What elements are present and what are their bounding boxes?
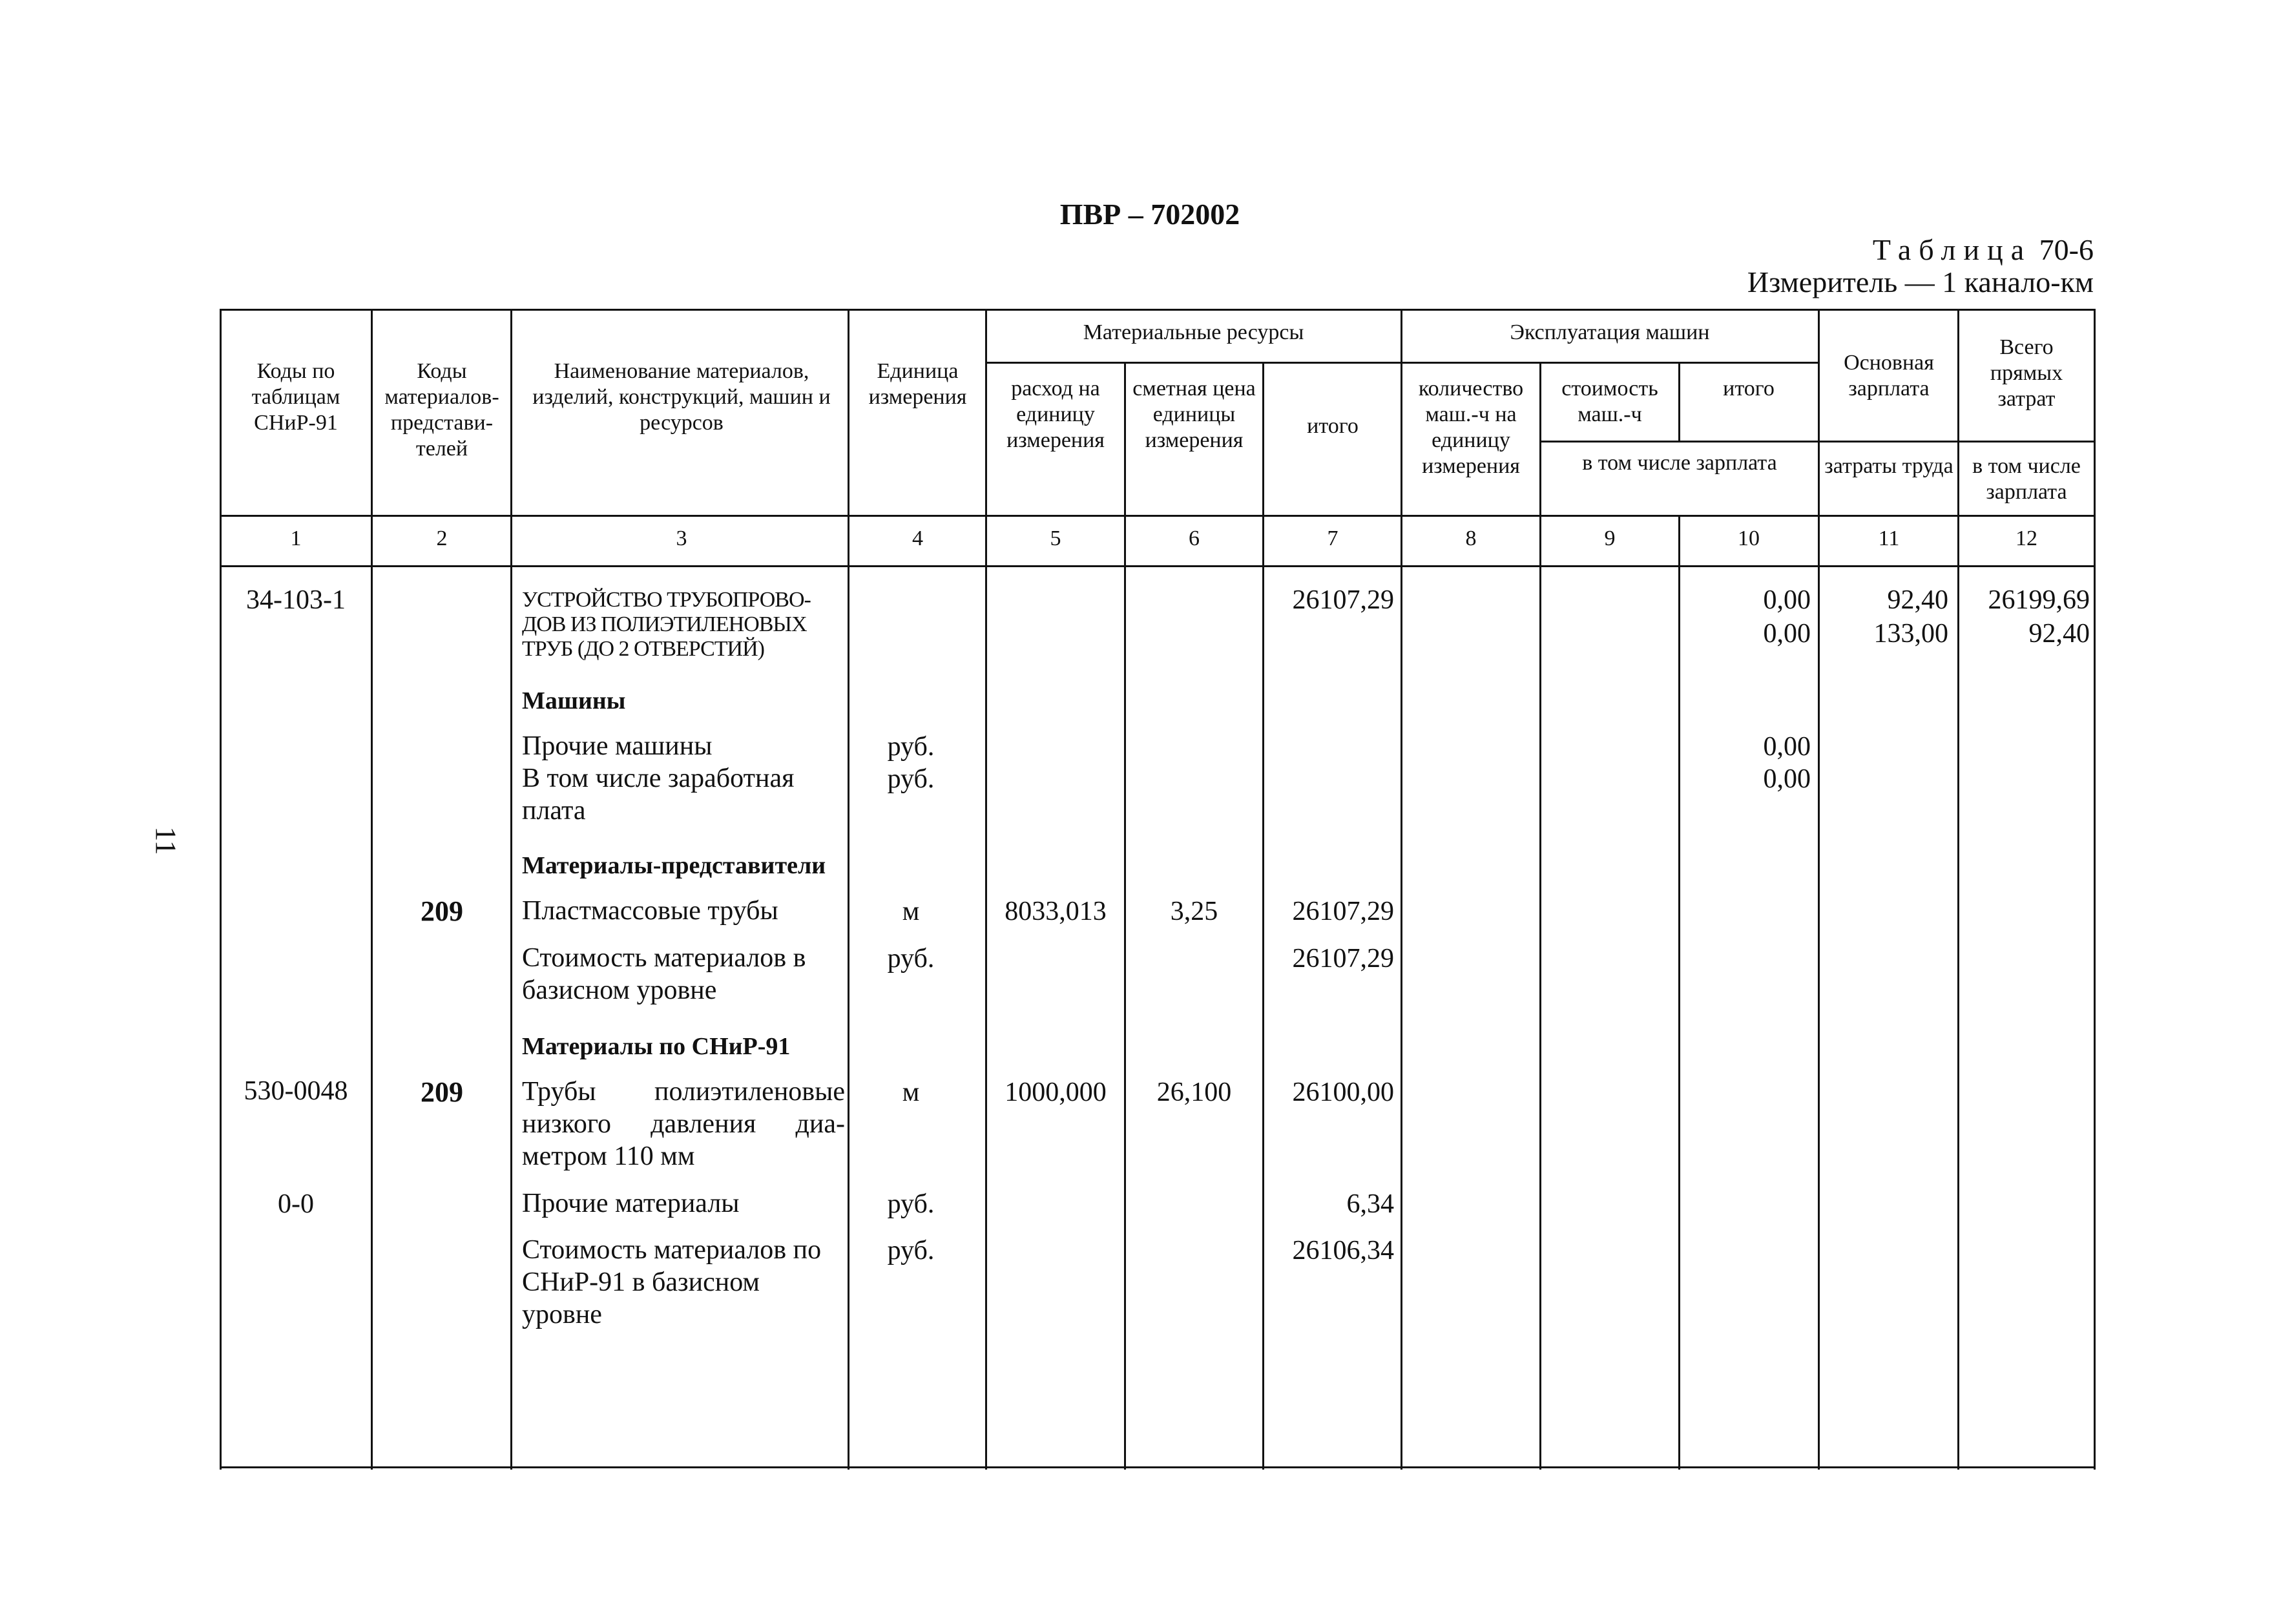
col-number: 2 bbox=[436, 526, 448, 550]
col-header-consumption: расход на единицу измерения bbox=[1006, 377, 1105, 452]
other-materials-unit: руб. bbox=[887, 1189, 935, 1219]
pe-consumption: 1000,000 bbox=[1005, 1077, 1107, 1107]
main-labor: 133,00 bbox=[1873, 619, 1948, 649]
col-number: 10 bbox=[1738, 526, 1760, 550]
incl-wage-name: В том числе заработная плата bbox=[522, 764, 795, 826]
col-number: 1 bbox=[290, 526, 302, 550]
other-machines-unit: руб. bbox=[887, 732, 935, 762]
col-number: 9 bbox=[1604, 526, 1616, 550]
other-machines-name: Прочие машины bbox=[522, 731, 713, 761]
col-header-mat-total: итого bbox=[1307, 414, 1359, 438]
page-number: 11 bbox=[149, 826, 183, 855]
other-materials-name: Прочие материалы bbox=[522, 1189, 740, 1218]
pe-price: 26,100 bbox=[1156, 1077, 1232, 1107]
col-number: 12 bbox=[2015, 526, 2037, 550]
col-number: 3 bbox=[676, 526, 687, 550]
main-base-wage: 92,40 bbox=[1887, 585, 1948, 615]
group-header-machines: Эксплуатация машин bbox=[1510, 320, 1710, 344]
col-header-machine-total: итого bbox=[1723, 377, 1775, 401]
table-word: Таблица bbox=[1872, 233, 2032, 266]
col-number: 5 bbox=[1050, 526, 1061, 550]
col-number: 8 bbox=[1465, 526, 1477, 550]
cost-base-name: Стоимость материалов в базисном уровне bbox=[522, 943, 806, 1005]
incl-wage-unit: руб. bbox=[887, 764, 935, 794]
col-header-labor: затраты труда bbox=[1824, 454, 1953, 478]
col-header-machine-hours: количество маш.-ч на единицу измерения bbox=[1418, 377, 1524, 478]
pe-mat-total: 26100,00 bbox=[1292, 1077, 1394, 1107]
pe-snir-code: 530-0048 bbox=[244, 1076, 348, 1106]
snir-cost-unit: руб. bbox=[887, 1236, 935, 1265]
col-header-base-wage: Основная зарплата bbox=[1844, 351, 1934, 401]
rep-materials-heading: Материалы-представители bbox=[522, 852, 826, 879]
snir-materials-heading: Материалы по СНиР-91 bbox=[522, 1033, 791, 1060]
col-number: 6 bbox=[1189, 526, 1200, 550]
col-header-machine-wage: в том числе зарплата bbox=[1582, 451, 1777, 475]
col-header-name: Наименование материалов, изделий, конструкций, машин и ресурсов bbox=[532, 359, 831, 435]
other-machines-total: 0,00 bbox=[1763, 732, 1811, 762]
col-header-unit: Единица измерения bbox=[868, 359, 967, 409]
snir-cost-name: Стоимость материалов по СНиР-91 в базисном уровне bbox=[522, 1235, 822, 1329]
other-materials-code: 0-0 bbox=[278, 1189, 314, 1219]
document-code: ПВР – 702002 bbox=[1059, 198, 1240, 231]
main-machine-total: 0,00 bbox=[1763, 585, 1811, 615]
table-number-value: 70-6 bbox=[2039, 233, 2094, 266]
incl-wage-total: 0,00 bbox=[1763, 764, 1811, 794]
table-number bbox=[1873, 233, 2094, 267]
col-number: 7 bbox=[1327, 526, 1338, 550]
pipes-price: 3,25 bbox=[1170, 897, 1218, 926]
cost-base-mat-total: 26107,29 bbox=[1292, 944, 1394, 973]
group-header-materials: Материальные ресурсы bbox=[1083, 320, 1304, 344]
col-number: 11 bbox=[1878, 526, 1900, 550]
pipes-mat-total: 26107,29 bbox=[1292, 897, 1394, 926]
col-header-total-wage: в том числе зарплата bbox=[1972, 454, 2081, 504]
col-number: 4 bbox=[912, 526, 923, 550]
col-header-rep-codes: Коды материалов-представи-телей bbox=[384, 359, 499, 461]
col-header-total-direct: Всего прямых затрат bbox=[1990, 335, 2063, 411]
pe-rep-code: 209 bbox=[421, 1076, 463, 1108]
main-name: УСТРОЙСТВО ТРУБОПРОВО-ДОВ ИЗ ПОЛИЭТИЛЕНОВЫХ ТРУБ (ДО 2 ОТВЕРСТИЙ) bbox=[522, 588, 811, 661]
pipes-rep-code: 209 bbox=[421, 895, 463, 927]
col-header-machine-cost: стоимость маш.-ч bbox=[1561, 377, 1658, 426]
main-total-direct: 26199,69 bbox=[1988, 585, 2090, 615]
col-header-snir-codes: Коды по таблицам СНиР-91 bbox=[251, 359, 340, 435]
pe-name: Трубы полиэтиленовые низкого давления диа-метром 110 мм bbox=[522, 1077, 845, 1171]
pe-unit: м bbox=[902, 1077, 920, 1107]
pipes-consumption: 8033,013 bbox=[1005, 897, 1107, 926]
main-mat-total: 26107,29 bbox=[1292, 585, 1394, 615]
other-materials-total: 6,34 bbox=[1346, 1189, 1394, 1219]
machines-heading: Машины bbox=[522, 687, 626, 714]
main-code: 34-103-1 bbox=[246, 585, 346, 615]
pipes-unit: м bbox=[902, 897, 920, 926]
snir-cost-total: 26106,34 bbox=[1292, 1236, 1394, 1265]
main-machine-wage: 0,00 bbox=[1763, 619, 1811, 649]
cost-base-unit: руб. bbox=[887, 944, 935, 973]
col-header-price: сметная цена единицы измерения bbox=[1132, 377, 1256, 452]
measurer: Измеритель — 1 канало-км bbox=[1747, 265, 2094, 298]
pipes-name: Пластмассовые трубы bbox=[522, 896, 778, 926]
main-total-wage: 92,40 bbox=[2028, 619, 2090, 649]
